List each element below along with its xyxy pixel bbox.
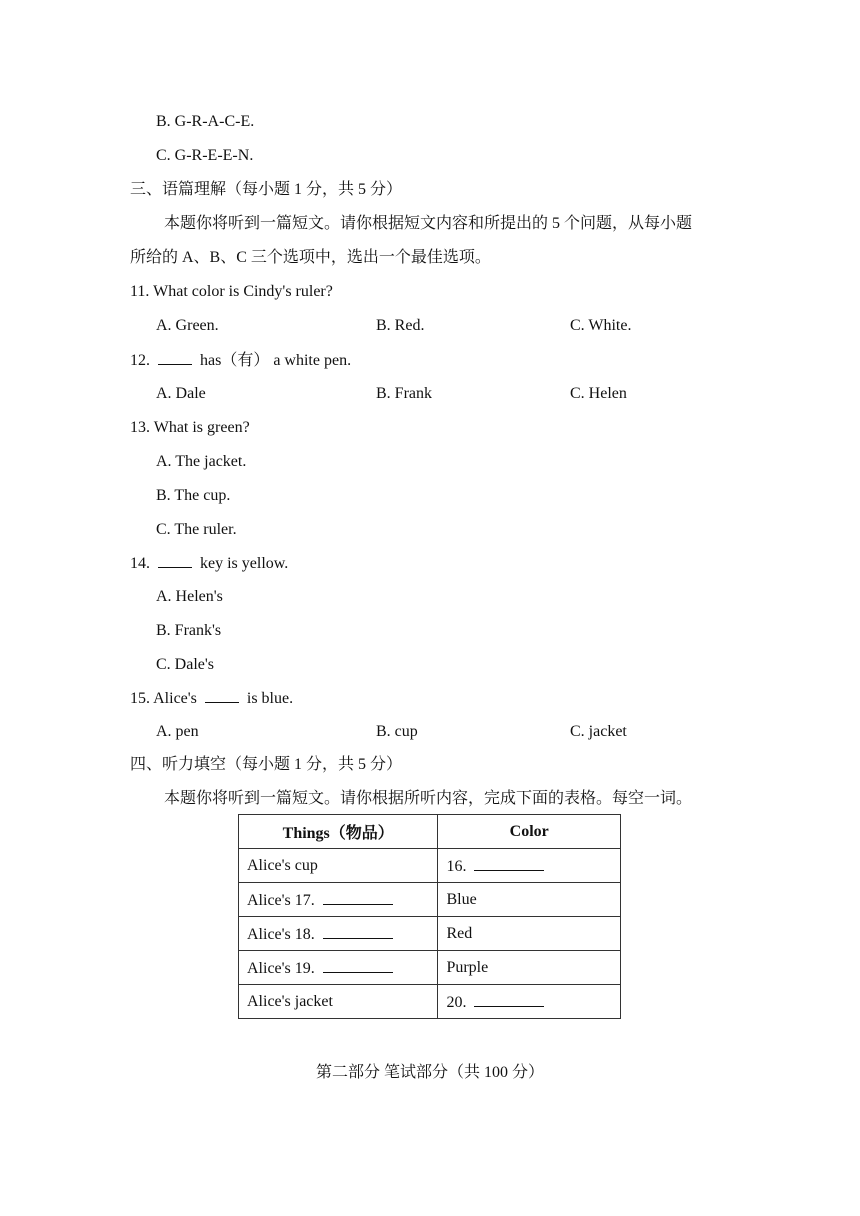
q13-option-b: B. The cup. <box>156 487 231 504</box>
header-color: Color <box>438 815 621 849</box>
cell-color: Blue <box>438 883 621 917</box>
q14-text: key is yellow. <box>200 555 289 572</box>
cell-thing <box>239 883 438 917</box>
answer-blank-19[interactable] <box>323 958 393 973</box>
cell-thing <box>239 951 438 985</box>
table-row <box>239 917 621 951</box>
q10-option-b: B. G-R-A-C-E. <box>156 113 255 130</box>
item-number: 20. <box>446 993 467 1011</box>
q15-option-c: C. jacket <box>570 723 627 740</box>
q15-question <box>130 688 293 709</box>
q15-text-before: 15. Alice's <box>130 690 197 707</box>
table-row <box>239 849 621 883</box>
section4-heading: 四、听力填空（每小题 1 分，共 5 分） <box>130 756 403 773</box>
q15-option-b: B. cup <box>376 723 418 740</box>
answer-blank-16[interactable] <box>474 856 544 871</box>
answer-blank-17[interactable] <box>323 890 393 905</box>
q14-question <box>130 553 288 574</box>
part2-heading: 第二部分 笔试部分（共 100 分） <box>315 1064 544 1081</box>
q15-text-after: is blue. <box>246 690 294 707</box>
thing-label: Alice's 18. <box>247 925 315 943</box>
section4-instruction: 本题你将听到一篇短文。请你根据所听内容，完成下面的表格。每空一词。 <box>164 790 693 807</box>
section3-heading: 三、语篇理解（每小题 1 分，共 5 分） <box>130 181 403 198</box>
q11-question: 11. What color is Cindy's ruler? <box>130 283 333 300</box>
q12-answer-blank[interactable] <box>158 350 192 365</box>
q12-option-a: A. Dale <box>156 385 206 402</box>
answer-blank-20[interactable] <box>474 992 544 1007</box>
q11-option-c: C. White. <box>570 317 632 334</box>
header-things: Things（物品） <box>239 815 438 849</box>
cell-thing: Alice's cup <box>239 849 438 883</box>
cell-thing <box>239 917 438 951</box>
cell-thing: Alice's jacket <box>239 985 438 1019</box>
q12-text: has（有） a white pen. <box>200 352 352 369</box>
q14-number: 14. <box>130 555 150 572</box>
cell-color: Purple <box>438 951 621 985</box>
q12-number: 12. <box>130 352 150 369</box>
thing-label: Alice's 17. <box>247 891 315 909</box>
q13-question: 13. What is green? <box>130 419 250 436</box>
q14-option-a: A. Helen's <box>156 588 223 605</box>
q15-option-a: A. pen <box>156 723 199 740</box>
q11-option-b: B. Red. <box>376 317 425 334</box>
q12-option-c: C. Helen <box>570 385 627 402</box>
answer-blank-18[interactable] <box>323 924 393 939</box>
table-row <box>239 951 621 985</box>
section3-instruction-line2: 所给的 A、B、C 三个选项中，选出一个最佳选项。 <box>130 249 491 266</box>
cell-color <box>438 849 621 883</box>
q11-option-a: A. Green. <box>156 317 219 334</box>
cell-color <box>438 985 621 1019</box>
q14-option-c: C. Dale's <box>156 656 214 673</box>
cell-color: Red <box>438 917 621 951</box>
item-number: 16. <box>446 857 467 875</box>
q14-answer-blank[interactable] <box>158 553 192 568</box>
q12-question <box>130 350 351 371</box>
q14-option-b: B. Frank's <box>156 622 222 639</box>
table-row <box>239 883 621 917</box>
q10-option-c: C. G-R-E-E-N. <box>156 147 254 164</box>
section3-instruction-line1: 本题你将听到一篇短文。请你根据短文内容和所提出的 5 个问题，从每小题 <box>164 215 693 232</box>
thing-label: Alice's 19. <box>247 959 315 977</box>
fill-in-table <box>238 814 621 1019</box>
q15-answer-blank[interactable] <box>205 688 239 703</box>
q12-option-b: B. Frank <box>376 385 432 402</box>
q13-option-a: A. The jacket. <box>156 453 247 470</box>
table-row <box>239 985 621 1019</box>
q13-option-c: C. The ruler. <box>156 521 237 538</box>
table-header-row <box>239 815 621 849</box>
